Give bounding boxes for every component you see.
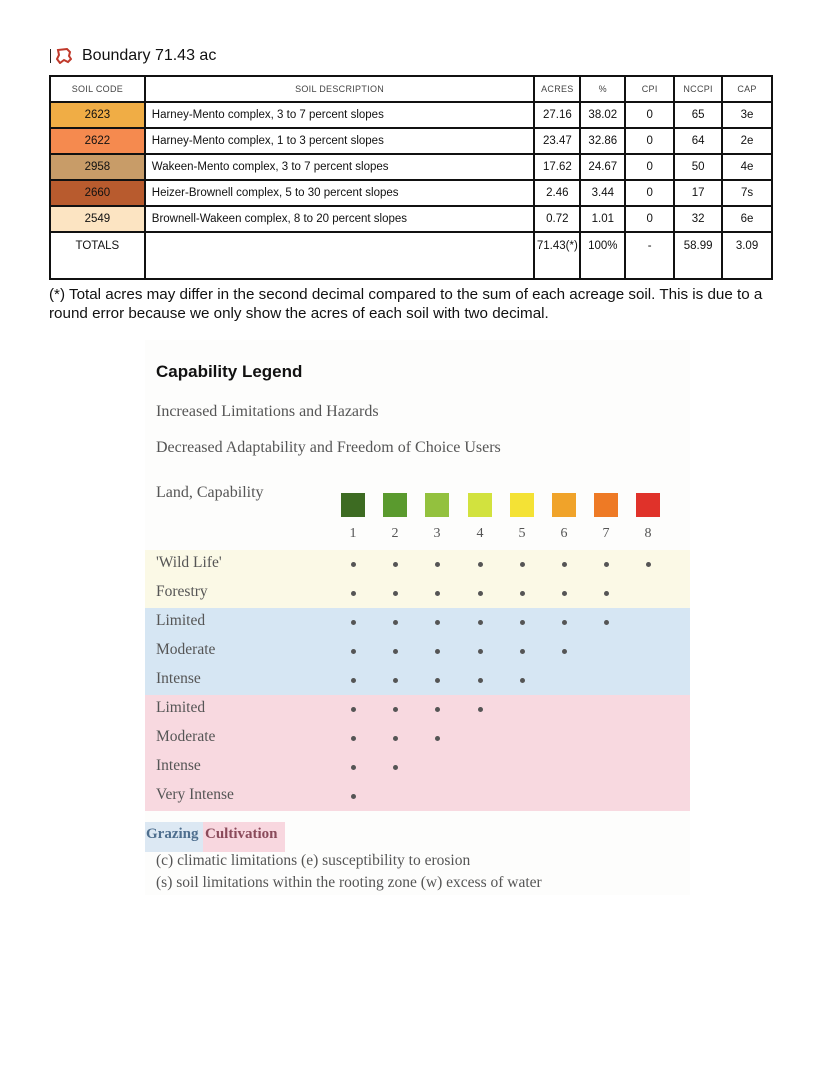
capability-class-swatch	[341, 493, 365, 517]
capability-dot	[351, 678, 356, 683]
capability-class-number: 5	[518, 526, 526, 541]
nccpi-cell: 64	[674, 128, 722, 154]
soil-description-cell: Brownell-Wakeen complex, 8 to 20 percent slopes	[145, 206, 535, 232]
totals-percent: 100%	[580, 232, 625, 279]
col-percent: %	[580, 76, 625, 102]
capability-dot	[351, 707, 356, 712]
capability-dot	[393, 591, 398, 596]
capability-dot	[520, 591, 525, 596]
legend-band-cultivation	[145, 724, 690, 753]
grazing-key-label: Grazing	[146, 826, 199, 842]
capability-class-number: 1	[349, 526, 357, 541]
nccpi-cell: 32	[674, 206, 722, 232]
capability-dot	[393, 765, 398, 770]
nccpi-cell: 50	[674, 154, 722, 180]
capability-dot	[562, 649, 567, 654]
totals-acres: 71.43(*)	[534, 232, 580, 279]
capability-class-number: 8	[644, 526, 652, 541]
capability-dot	[351, 649, 356, 654]
legend-band-cultivation	[145, 695, 690, 724]
col-soil-description: SOIL DESCRIPTION	[145, 76, 535, 102]
land-use-label: Limited	[156, 612, 206, 629]
totals-description	[145, 232, 535, 279]
capability-dot	[351, 736, 356, 741]
capability-dot	[393, 707, 398, 712]
percent-cell: 32.86	[580, 128, 625, 154]
acreage-footnote: (*) Total acres may differ in the second decimal compared to the sum of each acreage soil. This is due to a round error because we only show the acres of each soil with two decimal.	[49, 286, 763, 322]
capability-class-swatch	[383, 493, 407, 517]
capability-dot	[520, 678, 525, 683]
cpi-cell: 0	[625, 128, 674, 154]
boundary-title: Boundary 71.43 ac	[82, 47, 217, 64]
acres-cell: 2.46	[534, 180, 580, 206]
capability-class-number: 6	[560, 526, 568, 541]
soil-code-cell: 2622	[50, 128, 145, 154]
capability-dot	[435, 678, 440, 683]
capability-class-swatch	[636, 493, 660, 517]
capability-dot	[351, 591, 356, 596]
capability-dot	[478, 591, 483, 596]
acres-cell: 27.16	[534, 102, 580, 128]
cpi-cell: 0	[625, 154, 674, 180]
land-use-label: Intense	[156, 757, 201, 774]
capability-dot	[646, 562, 651, 567]
legend-band-grazing	[145, 666, 690, 695]
legend-band-grazing	[145, 637, 690, 666]
capability-dot	[435, 620, 440, 625]
cap-cell: 3e	[722, 102, 772, 128]
capability-dot	[478, 707, 483, 712]
cpi-cell: 0	[625, 206, 674, 232]
header-divider	[50, 49, 51, 63]
table-header-row	[50, 76, 772, 102]
table-row	[50, 206, 772, 232]
legend-band-cultivation	[145, 753, 690, 782]
capability-dot	[520, 562, 525, 567]
capability-dot	[351, 562, 356, 567]
cap-cell: 4e	[722, 154, 772, 180]
totals-nccpi: 58.99	[674, 232, 722, 279]
soil-table	[49, 75, 773, 280]
capability-dot	[351, 620, 356, 625]
legend-note-climatic: (c) climatic limitations (e) susceptibility to erosion	[156, 852, 471, 869]
capability-dot	[478, 678, 483, 683]
table-row	[50, 154, 772, 180]
soil-code-cell: 2623	[50, 102, 145, 128]
capability-dot	[478, 562, 483, 567]
percent-cell: 38.02	[580, 102, 625, 128]
capability-class-swatch	[510, 493, 534, 517]
capability-class-number: 7	[602, 526, 610, 541]
nccpi-cell: 65	[674, 102, 722, 128]
cpi-cell: 0	[625, 180, 674, 206]
capability-dot	[435, 707, 440, 712]
capability-class-number: 4	[476, 526, 484, 541]
col-soil-code: SOIL CODE	[50, 76, 145, 102]
soil-description-cell: Heizer-Brownell complex, 5 to 30 percent slopes	[145, 180, 535, 206]
totals-cpi: -	[625, 232, 674, 279]
table-row	[50, 102, 772, 128]
soil-code-cell: 2660	[50, 180, 145, 206]
cpi-cell: 0	[625, 102, 674, 128]
cap-cell: 6e	[722, 206, 772, 232]
legend-adaptability-line: Decreased Adaptability and Freedom of Choice Users	[156, 439, 501, 456]
capability-dot	[393, 736, 398, 741]
soil-description-cell: Harney-Mento complex, 3 to 7 percent slopes	[145, 102, 535, 128]
land-use-label: Intense	[156, 670, 201, 687]
acres-cell: 0.72	[534, 206, 580, 232]
acres-cell: 17.62	[534, 154, 580, 180]
capability-dot	[393, 620, 398, 625]
capability-dot	[604, 562, 609, 567]
capability-dot	[435, 736, 440, 741]
capability-class-number: 2	[391, 526, 399, 541]
capability-dot	[435, 591, 440, 596]
soil-description-cell: Harney-Mento complex, 1 to 3 percent slopes	[145, 128, 535, 154]
capability-dot	[520, 649, 525, 654]
capability-class-swatch	[468, 493, 492, 517]
land-use-label: Moderate	[156, 728, 216, 745]
legend-note-soil: (s) soil limitations within the rooting zone (w) excess of water	[156, 874, 542, 891]
capability-dot	[562, 620, 567, 625]
col-acres: ACRES	[534, 76, 580, 102]
cap-cell: 2e	[722, 128, 772, 154]
soil-description-cell: Wakeen-Mento complex, 3 to 7 percent slopes	[145, 154, 535, 180]
capability-dot	[520, 620, 525, 625]
soil-code-cell: 2549	[50, 206, 145, 232]
col-cpi: CPI	[625, 76, 674, 102]
capability-dot	[478, 620, 483, 625]
capability-dot	[393, 649, 398, 654]
capability-dot	[478, 649, 483, 654]
legend-title: Capability Legend	[156, 362, 303, 381]
capability-class-swatch	[594, 493, 618, 517]
table-row	[50, 180, 772, 206]
legend-limitations-line: Increased Limitations and Hazards	[156, 403, 379, 420]
capability-dot	[351, 794, 356, 799]
capability-dot	[604, 591, 609, 596]
totals-cap: 3.09	[722, 232, 772, 279]
land-use-label: Limited	[156, 699, 206, 716]
land-use-label: 'Wild Life'	[156, 554, 222, 571]
capability-dot	[393, 678, 398, 683]
totals-label: TOTALS	[50, 232, 145, 279]
capability-class-number: 3	[433, 526, 441, 541]
percent-cell: 1.01	[580, 206, 625, 232]
capability-dot	[435, 562, 440, 567]
col-nccpi: NCCPI	[674, 76, 722, 102]
nccpi-cell: 17	[674, 180, 722, 206]
acres-cell: 23.47	[534, 128, 580, 154]
land-capability-label: Land, Capability	[156, 484, 264, 501]
col-cap: CAP	[722, 76, 772, 102]
boundary-icon	[56, 48, 72, 64]
land-use-label: Moderate	[156, 641, 216, 658]
capability-legend	[145, 340, 690, 895]
cultivation-key-label: Cultivation	[205, 826, 278, 842]
totals-row	[50, 232, 772, 279]
capability-class-swatch	[552, 493, 576, 517]
capability-class-swatch	[425, 493, 449, 517]
land-use-label: Forestry	[156, 583, 208, 600]
capability-dot	[562, 562, 567, 567]
cap-cell: 7s	[722, 180, 772, 206]
capability-dot	[604, 620, 609, 625]
table-row	[50, 128, 772, 154]
soil-code-cell: 2958	[50, 154, 145, 180]
page-header	[50, 45, 216, 67]
capability-dot	[435, 649, 440, 654]
land-use-label: Very Intense	[156, 786, 234, 803]
capability-dot	[393, 562, 398, 567]
capability-dot	[562, 591, 567, 596]
capability-dot	[351, 765, 356, 770]
percent-cell: 3.44	[580, 180, 625, 206]
percent-cell: 24.67	[580, 154, 625, 180]
